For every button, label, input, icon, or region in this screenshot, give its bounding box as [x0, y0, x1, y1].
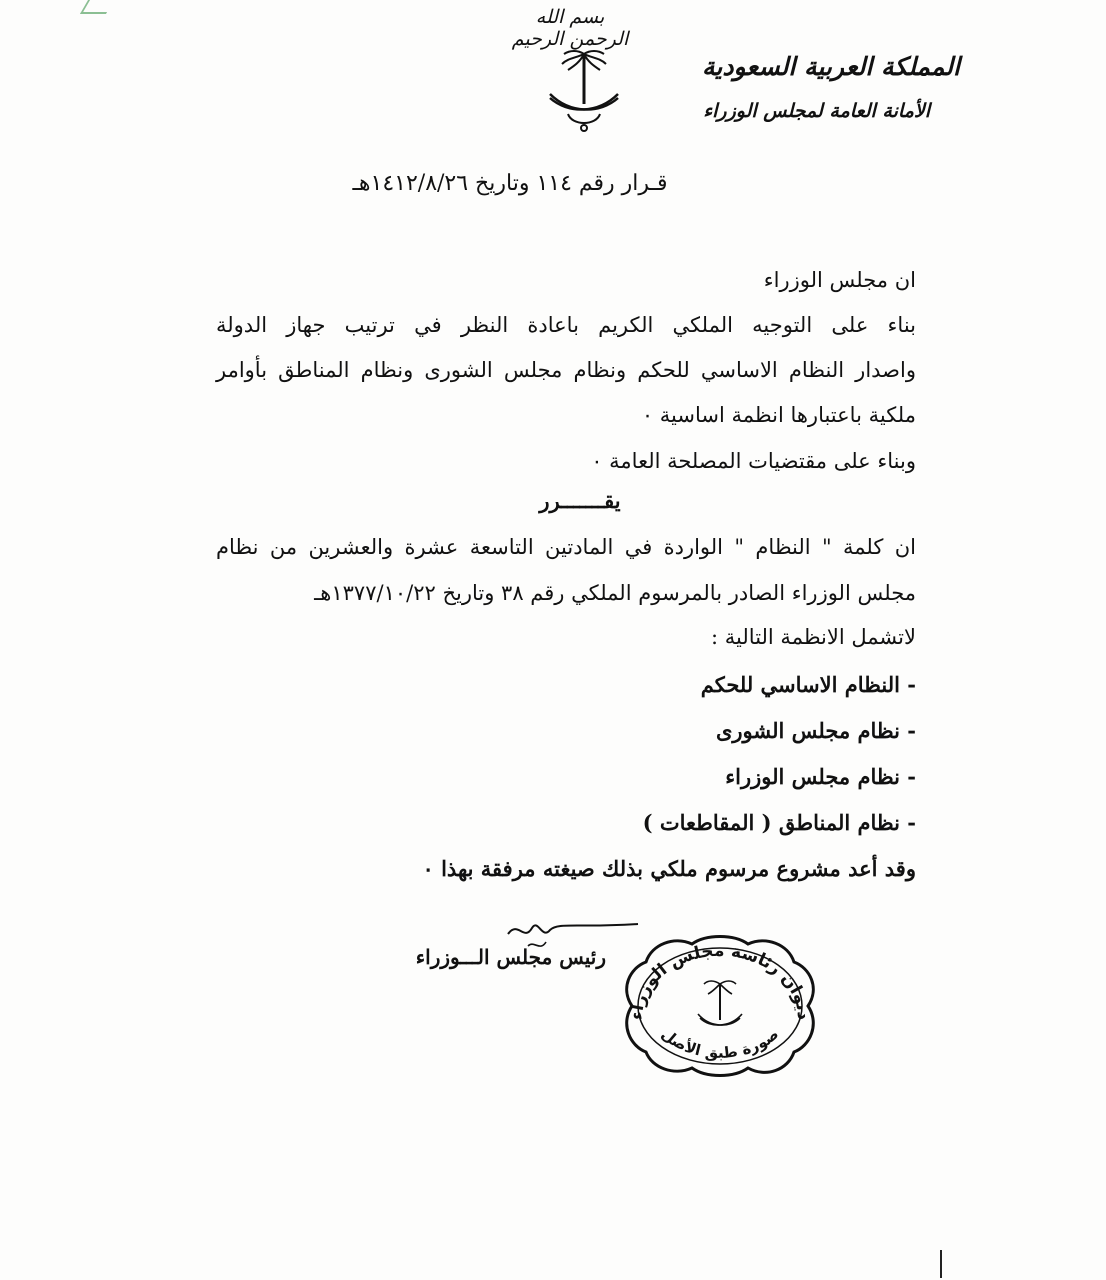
para3-line-1: ان كلمة " النظام " الواردة في المادتين التاسعة عشرة والعشرين من نظام	[216, 535, 916, 559]
corner-mark	[80, 0, 114, 14]
list-item: - النظام الاساسي للحكم	[700, 672, 916, 697]
opening-line: ان مجلس الوزراء	[763, 268, 916, 292]
secretariat-name: الأمانة العامة لمجلس الوزراء	[703, 100, 930, 122]
basmala: بسم الله الرحمن الرحيم	[511, 6, 629, 50]
prime-minister-title: رئيس مجلس الـــوزراء	[415, 945, 606, 969]
saudi-emblem-icon	[538, 44, 630, 136]
svg-text:صورة طبق الأصل	[658, 1025, 782, 1062]
letterhead	[660, 50, 960, 126]
decision-title: قـرار رقم ١١٤ وتاريخ ١٤١٢/٨/٢٦هـ	[352, 171, 668, 196]
para1-line-1: بناء على التوجيه الملكي الكريم باعادة النظر في ترتيب جهاز الدولة	[216, 313, 916, 337]
decides-heading: يقـــــــرر	[539, 488, 621, 513]
official-seal-icon	[612, 928, 828, 1084]
para1-line-2: واصدار النظام الاساسي للحكم ونظام مجلس الشورى ونظام المناطق بأوامر	[216, 358, 916, 382]
para1-line-3: ملكية باعتبارها انظمة اساسية ٠	[641, 403, 916, 427]
page-number-mark	[940, 1250, 942, 1278]
kingdom-name: المملكة العربية السعودية	[701, 52, 960, 81]
seal-emblem-icon	[698, 981, 742, 1025]
closing-line: وقد أعد مشروع مرسوم ملكي بذلك صيغته مرفقة بهذا ٠	[422, 856, 916, 881]
list-item: - نظام مجلس الشورى	[715, 718, 916, 743]
para3-line-3: لاتشمل الانظمة التالية :	[711, 625, 916, 649]
list-item: - نظام المناطق ( المقاطعات )	[642, 810, 916, 835]
seal-top-text: ديوان رئاسة مجلس الوزراء	[626, 940, 814, 1021]
list-item: - نظام مجلس الوزراء	[725, 764, 916, 789]
seal-bottom-text: صورة طبق الأصل	[657, 1024, 783, 1062]
para3-line-2: مجلس الوزراء الصادر بالمرسوم الملكي رقم ٣٨ وتاريخ ١٣٧٧/١٠/٢٢هـ	[314, 581, 916, 605]
para2-line: وبناء على مقتضيات المصلحة العامة ٠	[591, 449, 916, 473]
